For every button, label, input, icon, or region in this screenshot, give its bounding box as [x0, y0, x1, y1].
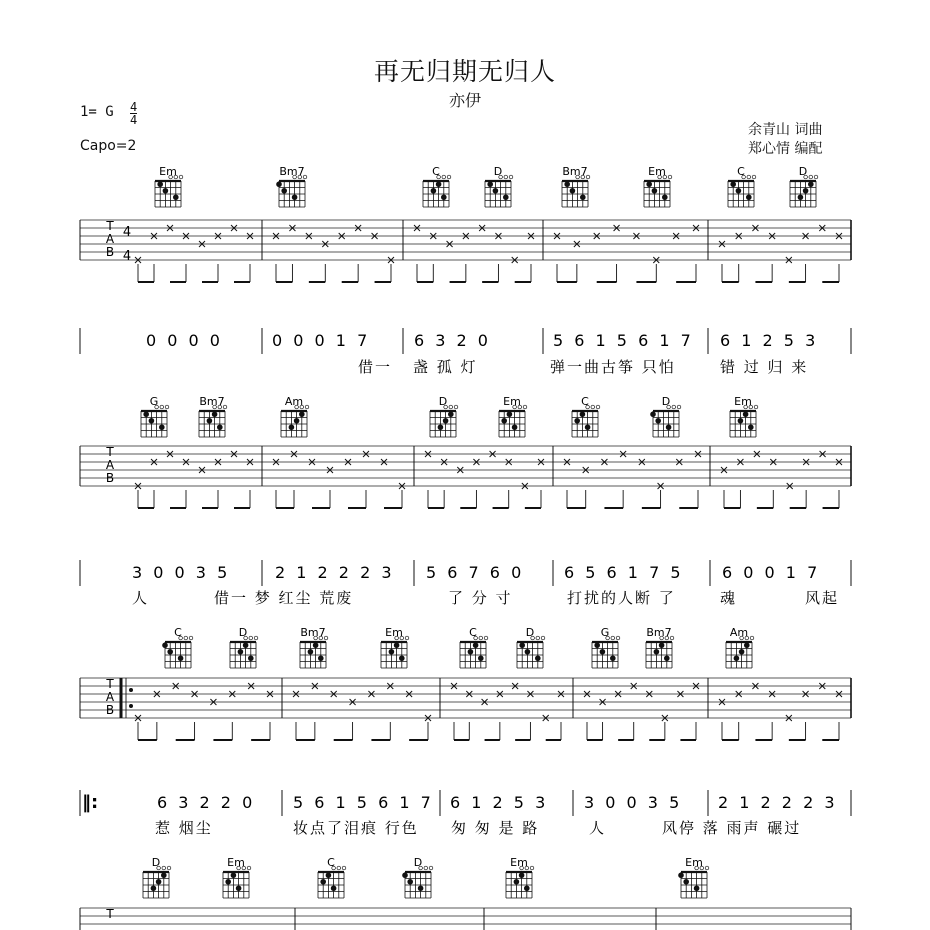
tab-time-top: 4 — [122, 225, 132, 240]
chord-name: Am — [284, 395, 304, 408]
chord-open-string — [750, 636, 754, 640]
jianpu-notes: 6 0 0 1 7 — [722, 563, 821, 582]
chord-name: Bm7 — [646, 626, 672, 639]
chord-dot — [659, 642, 665, 648]
jianpu-notes: 6 3 2 0 — [414, 331, 491, 350]
chord-open-string — [342, 866, 346, 870]
chord-open-string — [167, 866, 171, 870]
chord-dot — [320, 879, 326, 885]
chord-name: D — [238, 626, 248, 639]
chord-dot — [438, 424, 444, 430]
chord-dot — [662, 194, 668, 200]
chord-dot — [570, 188, 576, 194]
chord-diagram — [430, 395, 458, 437]
chord-name: D — [798, 165, 808, 178]
lyric-line: 妆点了泪痕 行色 — [293, 819, 419, 837]
chord-dot — [746, 194, 752, 200]
chord-dot — [744, 642, 750, 648]
chord-dot — [808, 181, 814, 187]
chord-open-string — [454, 405, 458, 409]
chord-diagram — [592, 626, 620, 668]
chord-open-string — [504, 175, 508, 179]
tab-clef-letter: B — [105, 245, 115, 259]
chord-diagram — [485, 165, 513, 207]
song-artist: 亦伊 — [448, 91, 481, 110]
chord-name: Em — [734, 395, 752, 408]
chord-diagram — [728, 165, 756, 207]
chord-dot — [678, 872, 684, 878]
chord-dot — [580, 411, 586, 417]
chord-diagram — [644, 165, 672, 207]
chord-dot — [431, 188, 437, 194]
chord-dot — [478, 655, 484, 661]
jianpu-notes: 5 6 1 5 6 1 7 — [553, 331, 694, 350]
chord-dot — [610, 655, 616, 661]
chord-dot — [394, 642, 400, 648]
chord-diagram — [460, 626, 488, 668]
chord-dot — [225, 879, 231, 885]
chord-dot — [664, 655, 670, 661]
chord-dot — [207, 418, 213, 424]
chord-diagram — [517, 626, 545, 668]
chord-name: C — [327, 856, 335, 869]
jianpu-notes: 6 1 2 5 3 — [450, 793, 549, 812]
chord-diagram — [506, 856, 534, 898]
chord-diagram — [300, 626, 328, 668]
chord-dot — [646, 181, 652, 187]
chord-open-string — [429, 866, 433, 870]
credit-lyrics: 余青山 词曲 — [748, 122, 823, 138]
chord-dot — [736, 188, 742, 194]
chord-dot — [178, 655, 184, 661]
chord-name: C — [469, 626, 477, 639]
capo-label: Capo=2 — [80, 138, 137, 154]
chord-name: G — [600, 626, 610, 639]
chord-diagram — [276, 165, 307, 207]
chord-dot — [212, 411, 218, 417]
chord-name: Em — [227, 856, 245, 869]
chord-name: C — [174, 626, 182, 639]
chord-dot — [156, 879, 162, 885]
chord-name: D — [438, 395, 448, 408]
time-top: 4 — [130, 100, 138, 114]
chord-diagram — [572, 395, 600, 437]
lyric-line: 人 — [132, 589, 150, 607]
chord-name: Bm7 — [199, 395, 225, 408]
chord-open-string — [479, 636, 483, 640]
tab-clef-letter: B — [105, 703, 115, 717]
chord-name: Bm7 — [300, 626, 326, 639]
chord-dot — [326, 872, 332, 878]
chord-dot — [236, 885, 242, 891]
chord-open-string — [449, 405, 453, 409]
chord-diagram — [199, 395, 227, 437]
lyric-line: 错 过 归 来 — [720, 358, 809, 376]
chord-dot — [507, 411, 513, 417]
chord-dot — [580, 194, 586, 200]
chord-name: Em — [159, 165, 177, 178]
lyric-line: 弹一曲古筝 只怕 — [550, 358, 676, 376]
chord-dot — [281, 188, 287, 194]
chord-dot — [276, 181, 282, 187]
chord-dot — [313, 642, 319, 648]
chord-dot — [739, 649, 745, 655]
chord-open-string — [530, 866, 534, 870]
chord-name: Em — [385, 626, 403, 639]
chord-open-string — [337, 866, 341, 870]
chord-open-string — [752, 175, 756, 179]
chord-dot — [585, 424, 591, 430]
lyric-line: 惹 烟尘 — [155, 819, 213, 837]
jianpu-notes: 2 1 2 2 2 3 — [275, 563, 395, 582]
chord-dot — [798, 194, 804, 200]
chord-name: D — [525, 626, 535, 639]
chord-dot — [389, 649, 395, 655]
chord-open-string — [405, 636, 409, 640]
lyric-line: 风停 落 雨声 碾过 — [662, 819, 802, 837]
jianpu-notes: 5 6 7 6 0 — [426, 563, 525, 582]
chord-dot — [448, 411, 454, 417]
chord-diagram — [646, 626, 674, 668]
chord-open-string — [162, 866, 166, 870]
chord-diagram — [223, 856, 251, 898]
chord-dot — [803, 188, 809, 194]
chord-dot — [436, 181, 442, 187]
chord-open-string — [424, 866, 428, 870]
chord-name: Em — [503, 395, 521, 408]
chord-dot — [163, 188, 169, 194]
chord-dot — [243, 642, 249, 648]
chord-name: Am — [729, 626, 749, 639]
chord-diagram — [790, 165, 818, 207]
chord-name: C — [737, 165, 745, 178]
jianpu-notes: 0 0 0 0 — [146, 331, 223, 350]
chord-name: D — [413, 856, 423, 869]
chord-dot — [594, 642, 600, 648]
chord-dot — [493, 188, 499, 194]
jianpu-repeat-sign: ‖: — [82, 792, 99, 813]
jianpu-notes: 6 1 2 5 3 — [720, 331, 819, 350]
chord-dot — [162, 642, 168, 648]
chord-open-string — [523, 405, 527, 409]
chord-dot — [399, 655, 405, 661]
chord-dot — [292, 194, 298, 200]
chord-open-string — [305, 405, 309, 409]
chord-dot — [519, 872, 525, 878]
chord-dot — [652, 188, 658, 194]
tab-time-bottom: 4 — [122, 249, 132, 264]
song-title: 再无归期无归人 — [373, 57, 556, 86]
lyric-line: 了 分 寸 — [448, 589, 513, 607]
chord-open-string — [442, 175, 446, 179]
chord-dot — [743, 411, 749, 417]
chord-open-string — [254, 636, 258, 640]
chord-open-string — [536, 636, 540, 640]
chord-open-string — [249, 636, 253, 640]
chord-dot — [468, 649, 474, 655]
chord-dot — [503, 194, 509, 200]
lyric-line: 借一 梦 红尘 荒废 — [214, 589, 354, 607]
chord-dot — [294, 418, 300, 424]
chord-dot — [173, 194, 179, 200]
repeat-dot — [129, 688, 133, 692]
tab-clef-letter: T — [106, 219, 114, 233]
chord-name: D — [151, 856, 161, 869]
chord-diagram — [678, 856, 709, 898]
chord-name: C — [581, 395, 589, 408]
chord-dot — [683, 879, 689, 885]
chord-open-string — [541, 636, 545, 640]
chord-name: G — [149, 395, 159, 408]
tab-clef-letter: B — [105, 471, 115, 485]
chord-diagram — [730, 395, 758, 437]
chord-dot — [143, 411, 149, 417]
lyric-line: 借一 — [358, 358, 393, 376]
lyric-line: 打扰的人断 了 — [567, 589, 676, 607]
jianpu-notes: 6 5 6 1 7 5 — [564, 563, 684, 582]
chord-dot — [473, 642, 479, 648]
jianpu-notes: 3 0 0 3 5 — [584, 793, 683, 812]
tab-clef-letter: T — [106, 907, 114, 921]
lyric-line: 匆 匆 是 路 — [451, 819, 540, 837]
chord-open-string — [509, 175, 513, 179]
chord-diagram — [650, 395, 681, 437]
chord-dot — [564, 181, 570, 187]
chord-dot — [694, 885, 700, 891]
key-label: 1= G — [80, 104, 114, 120]
chord-name: D — [661, 395, 671, 408]
jianpu-notes: 3 0 0 3 5 — [132, 563, 231, 582]
chord-open-string — [611, 636, 615, 640]
chord-dot — [402, 872, 408, 878]
chord-dot — [748, 424, 754, 430]
chord-diagram — [141, 395, 169, 437]
chord-dot — [299, 411, 305, 417]
chord-open-string — [747, 175, 751, 179]
chord-open-string — [247, 866, 251, 870]
chord-diagram — [562, 165, 590, 207]
chord-open-string — [179, 175, 183, 179]
repeat-dot — [129, 704, 133, 708]
chord-dot — [248, 655, 254, 661]
chord-open-string — [754, 405, 758, 409]
chord-dot — [157, 181, 163, 187]
chord-name: Bm7 — [562, 165, 588, 178]
chord-name: Bm7 — [279, 165, 305, 178]
chord-dot — [159, 424, 165, 430]
tab-clef-letter: A — [105, 690, 115, 704]
chord-diagram — [155, 165, 183, 207]
lyric-line: 人 — [589, 819, 607, 837]
chord-dot — [734, 655, 740, 661]
chord-open-string — [677, 405, 681, 409]
chord-name: Em — [648, 165, 666, 178]
chord-dot — [487, 181, 493, 187]
jianpu-notes: 0 0 0 1 7 — [272, 331, 371, 350]
chord-open-string — [616, 636, 620, 640]
chord-open-string — [447, 175, 451, 179]
chord-dot — [441, 194, 447, 200]
chord-dot — [600, 649, 606, 655]
chord-dot — [149, 418, 155, 424]
chord-diagram — [726, 626, 754, 668]
chord-open-string — [591, 405, 595, 409]
chord-open-string — [596, 405, 600, 409]
chord-dot — [167, 649, 173, 655]
tab-clef-letter: T — [106, 445, 114, 459]
chord-dot — [574, 418, 580, 424]
chord-dot — [217, 424, 223, 430]
tab-clef-letter: T — [106, 677, 114, 691]
chord-open-string — [160, 405, 164, 409]
chord-name: D — [493, 165, 503, 178]
chord-open-string — [668, 175, 672, 179]
chord-dot — [231, 872, 237, 878]
chord-dot — [535, 655, 541, 661]
chord-open-string — [189, 636, 193, 640]
chord-dot — [525, 649, 531, 655]
chord-diagram — [423, 165, 451, 207]
chord-diagram — [143, 856, 171, 898]
chord-open-string — [165, 405, 169, 409]
chord-open-string — [184, 636, 188, 640]
chord-dot — [289, 424, 295, 430]
jianpu-notes: 2 1 2 2 2 3 — [718, 793, 838, 812]
chord-open-string — [809, 175, 813, 179]
chord-dot — [519, 642, 525, 648]
chord-diagram — [230, 626, 258, 668]
chord-dot — [654, 649, 660, 655]
chord-dot — [730, 181, 736, 187]
chord-dot — [161, 872, 167, 878]
chord-diagram — [318, 856, 346, 898]
chord-dot — [650, 411, 656, 417]
chord-dot — [308, 649, 314, 655]
chord-dot — [514, 879, 520, 885]
chord-dot — [407, 879, 413, 885]
tab-clef-letter: A — [105, 458, 115, 472]
chord-name: Em — [685, 856, 703, 869]
chord-dot — [331, 885, 337, 891]
chord-open-string — [705, 866, 709, 870]
chord-dot — [524, 885, 530, 891]
chord-dot — [738, 418, 744, 424]
chord-diagram — [162, 626, 193, 668]
lyric-line: 魂 — [720, 589, 738, 607]
time-bottom: 4 — [130, 113, 138, 127]
lyric-line: 盏 孤 灯 — [413, 358, 478, 376]
chord-open-string — [672, 405, 676, 409]
credit-arrange: 郑心情 编配 — [748, 141, 823, 157]
tab-clef-letter: A — [105, 232, 115, 246]
chord-open-string — [484, 636, 488, 640]
chord-diagram — [281, 395, 309, 437]
chord-dot — [418, 885, 424, 891]
chord-name: C — [432, 165, 440, 178]
chord-dot — [666, 424, 672, 430]
chord-dot — [501, 418, 507, 424]
chord-dot — [655, 418, 661, 424]
chord-dot — [443, 418, 449, 424]
chord-name: Em — [510, 856, 528, 869]
chord-diagram — [499, 395, 527, 437]
chord-dot — [238, 649, 244, 655]
chord-dot — [512, 424, 518, 430]
jianpu-notes: 6 3 2 2 0 — [157, 793, 256, 812]
chord-dot — [318, 655, 324, 661]
chord-diagram — [402, 856, 433, 898]
lyric-line: 风起 — [805, 589, 840, 607]
chord-diagram — [381, 626, 409, 668]
jianpu-notes: 5 6 1 5 6 1 7 — [293, 793, 434, 812]
chord-dot — [151, 885, 157, 891]
chord-open-string — [814, 175, 818, 179]
